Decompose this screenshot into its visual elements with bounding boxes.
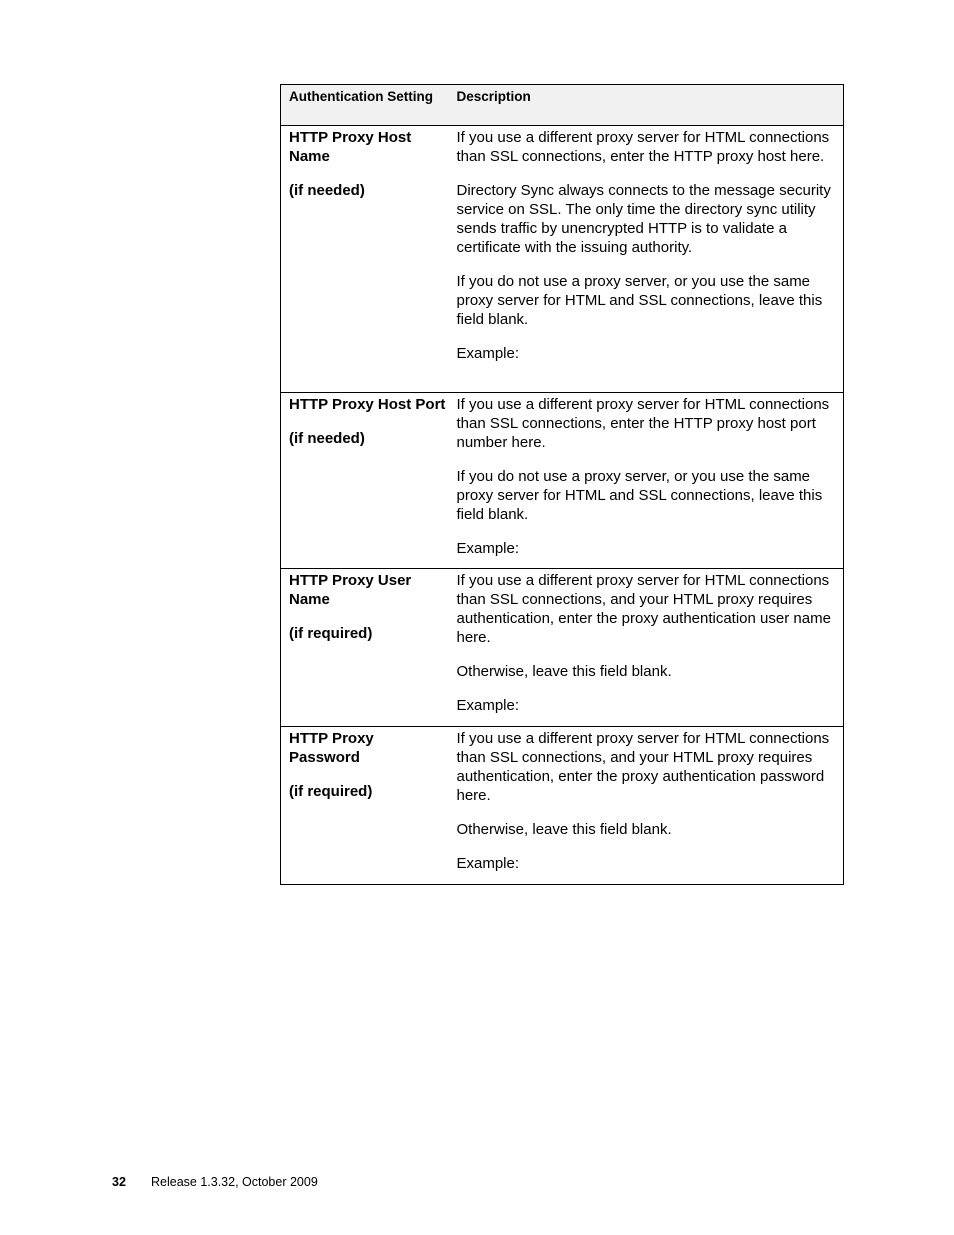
- page-number: 32: [112, 1175, 126, 1189]
- description-paragraph: If you do not use a proxy server, or you use the same proxy server for HTML and SSL connections, leave this field blank.: [456, 468, 823, 523]
- setting-cell: [281, 569, 449, 727]
- description-paragraph: If you do not use a proxy server, or you use the same proxy server for HTML and SSL connections, leave this field blank.: [456, 273, 823, 328]
- description-paragraph: If you use a different proxy server for HTML connections than SSL connections, enter the HTTP proxy host port number here.: [456, 396, 830, 451]
- example-label: Example:: [456, 855, 520, 872]
- table-header-row: [281, 85, 844, 126]
- description-paragraph: Directory Sync always connects to the message security service on SSL. The only time the directory sync utility sends traffic by unencrypted HTTP is to validate a certificate with the issuing authority.: [456, 182, 831, 256]
- setting-name: HTTP Proxy User Name: [289, 572, 412, 608]
- setting-cell: [281, 393, 449, 569]
- setting-name: HTTP Proxy Host Port: [289, 396, 446, 413]
- description-cell: [449, 727, 844, 885]
- setting-qualifier: (if required): [289, 625, 373, 642]
- table-row-http-proxy-user-name: [281, 569, 844, 727]
- description-paragraph: If you use a different proxy server for HTML connections than SSL connections, enter the HTTP proxy host here.: [456, 129, 830, 165]
- description-paragraph: If you use a different proxy server for HTML connections than SSL connections, and your HTML proxy requires authentication, enter the proxy authentication user name here.: [456, 572, 831, 646]
- example-label: Example:: [456, 540, 520, 557]
- release-info: Release 1.3.32, October 2009: [151, 1175, 318, 1189]
- setting-cell: [281, 727, 449, 885]
- description-cell: [449, 393, 844, 569]
- setting-name: HTTP Proxy Password: [289, 730, 374, 766]
- setting-qualifier: (if required): [289, 783, 373, 800]
- description-cell: [449, 126, 844, 393]
- table-row-http-proxy-host-name: [281, 126, 844, 393]
- description-paragraph: Otherwise, leave this field blank.: [456, 663, 672, 680]
- page-footer: [112, 1174, 318, 1190]
- example-label: Example:: [456, 697, 520, 714]
- table-header: [281, 85, 844, 126]
- table-body: [281, 126, 844, 885]
- setting-name: HTTP Proxy Host Name: [289, 129, 412, 165]
- description-paragraph: Otherwise, leave this field blank.: [456, 821, 672, 838]
- description-cell: [449, 569, 844, 727]
- header-description: Description: [449, 85, 844, 126]
- setting-qualifier: (if needed): [289, 430, 365, 447]
- description-paragraph: If you use a different proxy server for HTML connections than SSL connections, and your HTML proxy requires authentication, enter the proxy authentication password here.: [456, 730, 830, 804]
- authentication-settings-table: [280, 84, 844, 885]
- example-label: Example:: [456, 345, 520, 362]
- setting-cell: [281, 126, 449, 393]
- table-row-http-proxy-host-port: [281, 393, 844, 569]
- table-row-http-proxy-password: [281, 727, 844, 885]
- setting-qualifier: (if needed): [289, 182, 365, 199]
- header-authentication-setting: Authentication Setting: [281, 85, 449, 126]
